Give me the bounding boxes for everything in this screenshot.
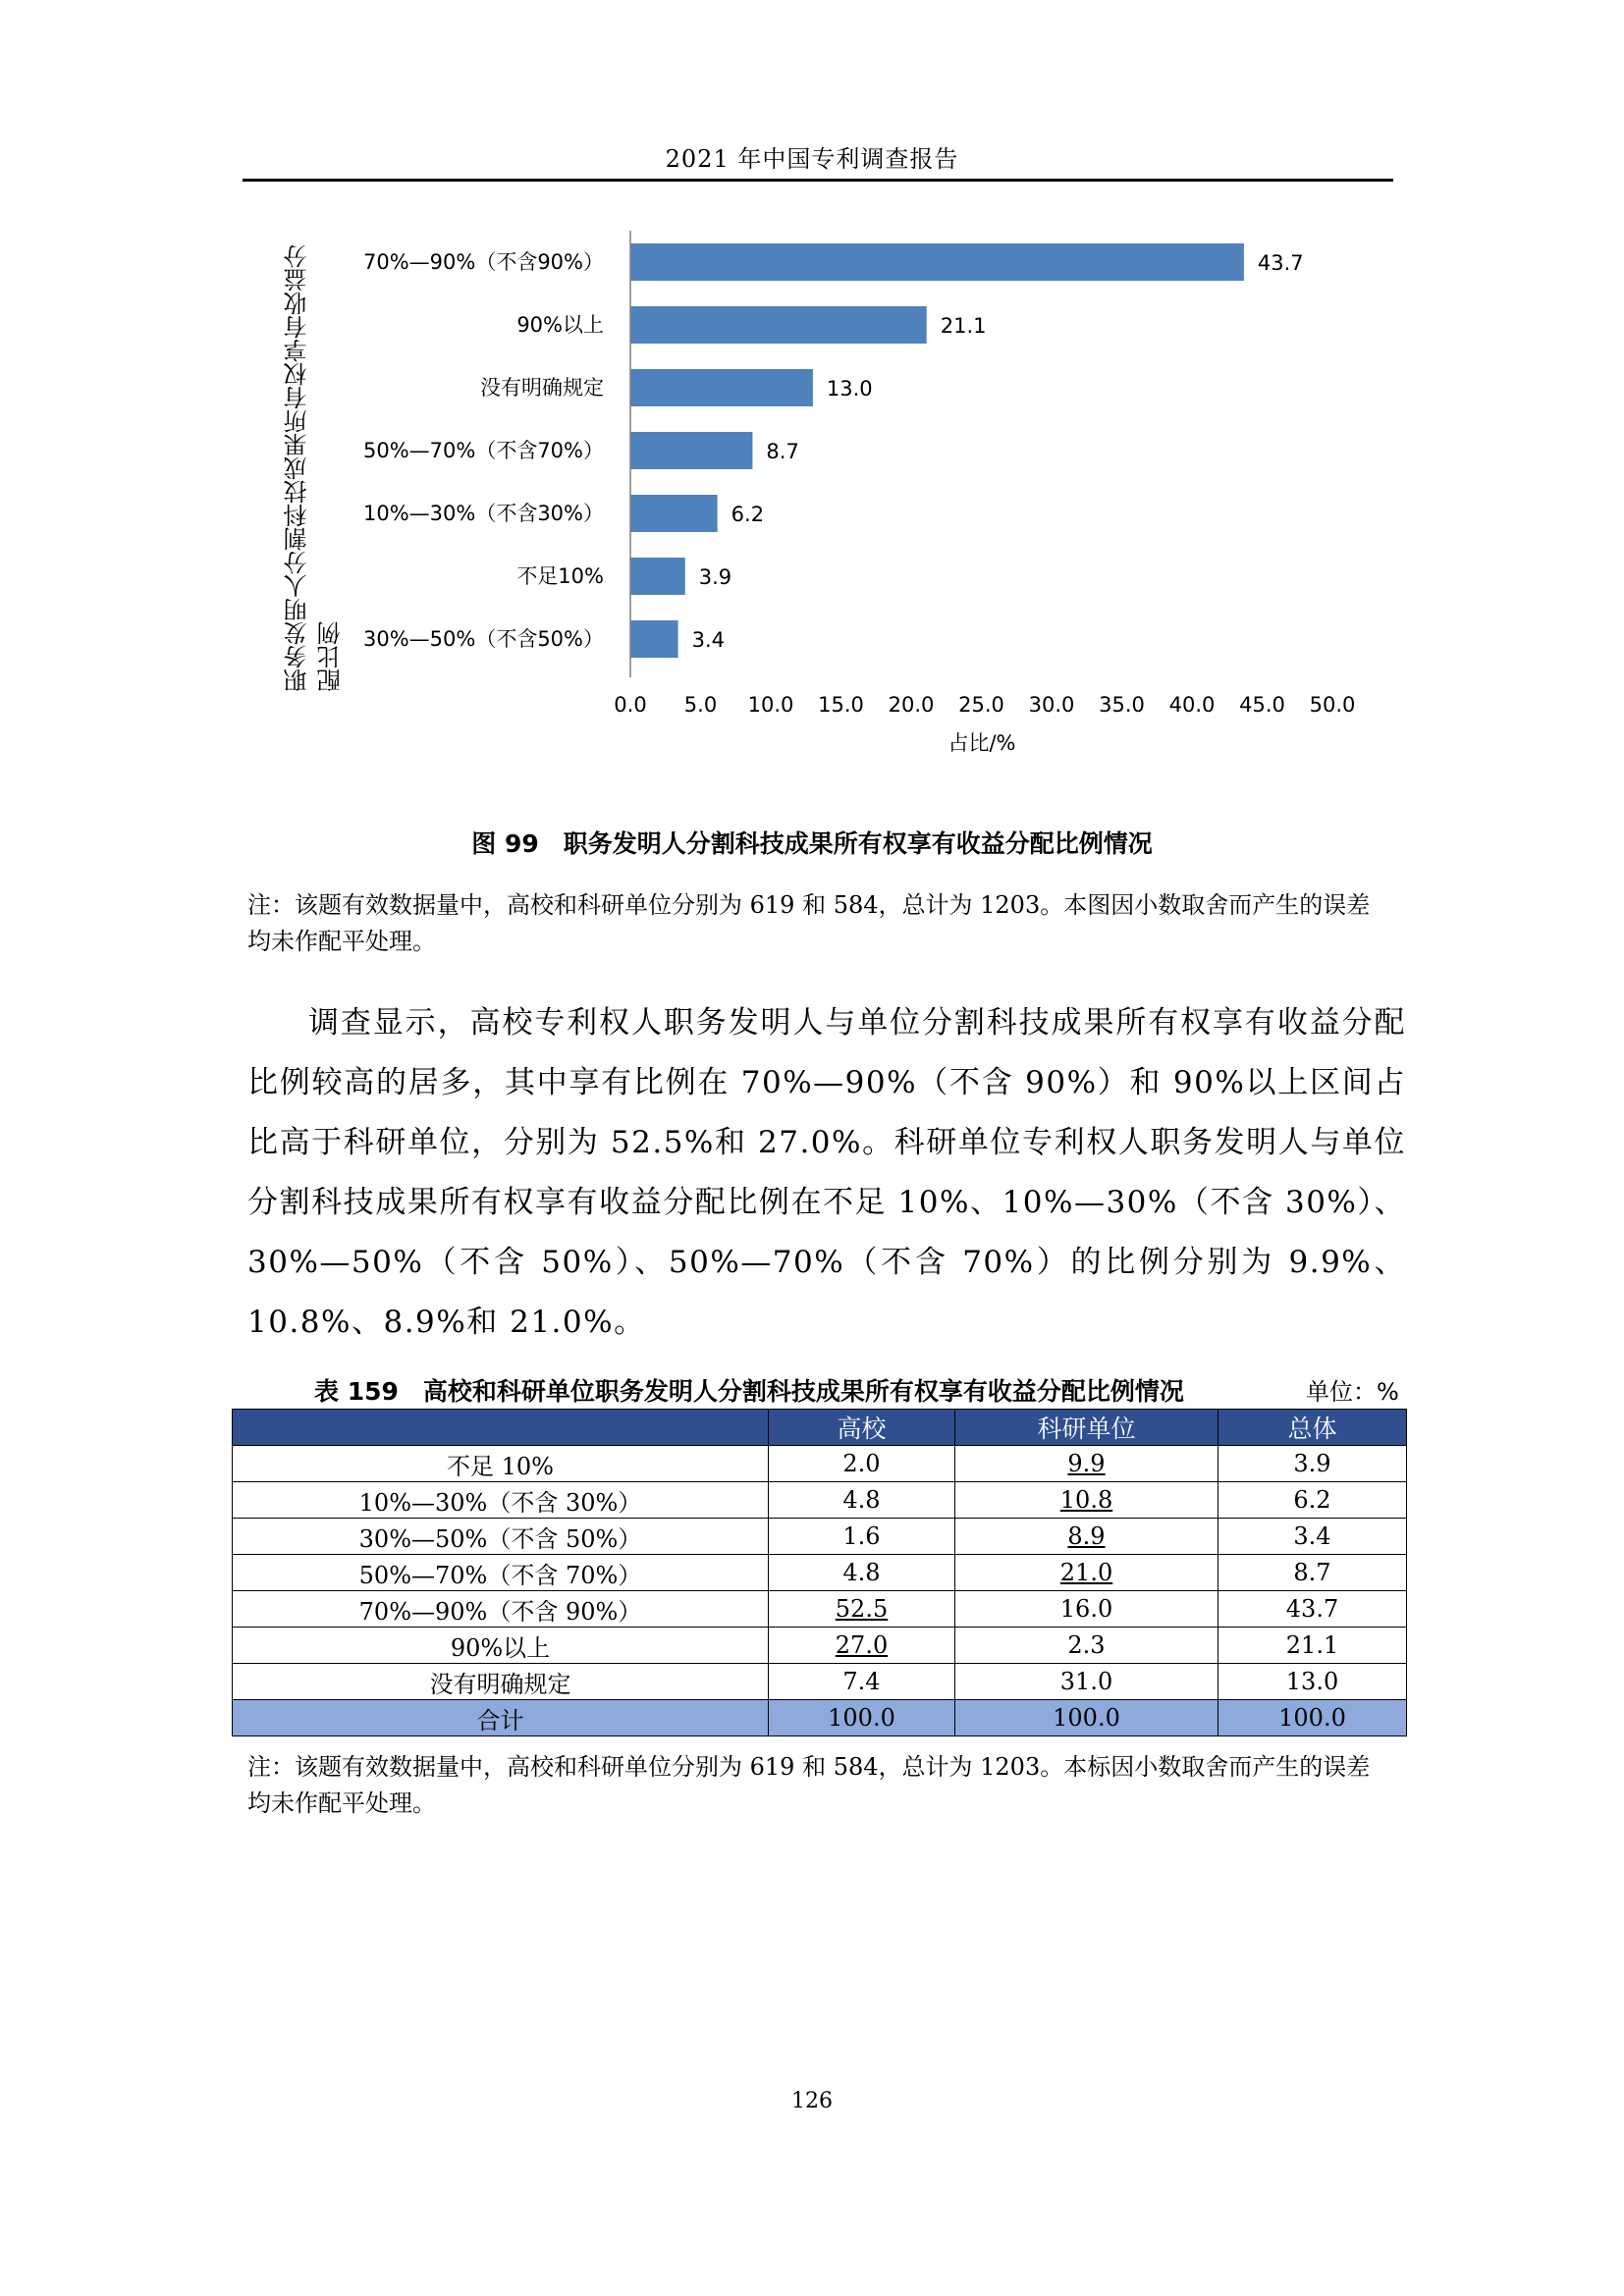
figure-caption: 图 99 职务发明人分割科技成果所有权享有收益分配比例情况 — [471, 829, 1153, 858]
table-cell — [769, 1591, 955, 1628]
table-cell — [769, 1519, 955, 1555]
x-tick-label: 40.0 — [1168, 693, 1216, 717]
table-row — [233, 1628, 1407, 1664]
cell-value: 3.4 — [1293, 1522, 1331, 1550]
table-cell — [769, 1482, 955, 1519]
table-cell — [769, 1555, 955, 1591]
data-label: 21.1 — [940, 314, 987, 338]
x-tick-label: 35.0 — [1099, 693, 1145, 717]
table-unit: 单位：% — [1306, 1378, 1399, 1406]
table-cell — [955, 1555, 1218, 1591]
total-cell: 100.0 — [1218, 1700, 1407, 1736]
table-row — [233, 1519, 1407, 1555]
bar — [630, 369, 813, 406]
category-label: 90%以上 — [516, 313, 604, 337]
x-tick-label: 15.0 — [818, 693, 864, 717]
table-cell — [769, 1664, 955, 1700]
bar — [630, 306, 927, 344]
figure-note: 注：该题有效数据量中，高校和科研单位分别为 619 和 584，总计为 1203。本图因小数取舍而产生的误差均未作配平处理。 — [247, 891, 1371, 955]
row-label: 10%—30%（不含 30%） — [233, 1482, 769, 1519]
y-axis-label: 职务发明人分割科技成果所有权享有收益分配比例 — [284, 244, 345, 692]
x-tick-label: 5.0 — [683, 693, 718, 717]
category-label: 30%—50%（不含50%） — [362, 627, 604, 651]
table-total-row — [233, 1700, 1407, 1736]
data-label: 8.7 — [766, 440, 799, 463]
cell-value: 10.8 — [1059, 1486, 1113, 1514]
total-label: 合计 — [233, 1700, 769, 1736]
table-cell — [1218, 1482, 1407, 1519]
table-cell — [955, 1482, 1218, 1519]
bar — [630, 558, 685, 595]
table-header-row — [233, 1410, 1407, 1446]
data-label: 6.2 — [731, 503, 765, 526]
cell-value: 4.8 — [842, 1486, 881, 1514]
header-cell-label — [233, 1410, 769, 1446]
table-cell — [1218, 1664, 1407, 1700]
data-label: 3.4 — [691, 628, 726, 652]
row-label: 90%以上 — [233, 1628, 769, 1664]
category-label: 没有明确规定 — [480, 376, 604, 400]
header-cell-overall: 总体 — [1218, 1410, 1407, 1446]
table-row — [233, 1482, 1407, 1519]
table-cell — [769, 1628, 955, 1664]
table-note: 注：该题有效数据量中，高校和科研单位分别为 619 和 584，总计为 1203。本标因小数取舍而产生的误差均未作配平处理。 — [247, 1753, 1371, 1817]
cell-value: 13.0 — [1285, 1668, 1339, 1695]
table-body — [233, 1446, 1407, 1736]
table-cell — [1218, 1555, 1407, 1591]
x-tick-label: 30.0 — [1028, 693, 1075, 717]
cell-value: 21.1 — [1285, 1631, 1339, 1659]
cell-value: 21.0 — [1059, 1559, 1113, 1586]
x-axis-label: 占比/% — [947, 731, 1016, 755]
cell-value: 4.8 — [842, 1559, 881, 1586]
cell-value: 2.3 — [1067, 1631, 1106, 1659]
x-tick-label: 45.0 — [1239, 693, 1285, 717]
table-cell — [955, 1446, 1218, 1482]
x-tick-label: 25.0 — [958, 693, 1004, 717]
data-label: 43.7 — [1257, 251, 1304, 275]
bar — [630, 243, 1244, 281]
table-row — [233, 1664, 1407, 1700]
cell-value: 6.2 — [1293, 1486, 1331, 1514]
bars-layer — [363, 243, 1304, 658]
bar — [630, 495, 718, 532]
row-label: 70%—90%（不含 90%） — [233, 1591, 769, 1628]
row-label: 30%—50%（不含 50%） — [233, 1519, 769, 1555]
x-tick-label: 20.0 — [888, 693, 935, 717]
cell-value: 8.9 — [1067, 1522, 1106, 1550]
x-tick-label: 0.0 — [614, 693, 647, 717]
bar — [630, 620, 678, 658]
category-label: 10%—30%（不含30%） — [362, 502, 604, 525]
cell-value: 43.7 — [1285, 1595, 1339, 1623]
header-cell-universities: 高校 — [769, 1410, 955, 1446]
total-cell: 100.0 — [955, 1700, 1218, 1736]
table-row — [233, 1446, 1407, 1482]
data-label: 13.0 — [826, 377, 873, 400]
cell-value: 52.5 — [835, 1595, 889, 1623]
cell-value: 2.0 — [842, 1450, 881, 1477]
table-row — [233, 1555, 1407, 1591]
header-cell-research-institutes: 科研单位 — [955, 1410, 1218, 1446]
data-table — [232, 1409, 1407, 1736]
table-cell — [1218, 1446, 1407, 1482]
cell-value: 1.6 — [842, 1522, 881, 1550]
total-cell: 100.0 — [769, 1700, 955, 1736]
body-paragraph: 调查显示，高校专利权人职务发明人与单位分割科技成果所有权享有收益分配比例较高的居多，其中享有比例在 70%—90%（不含 90%）和 90%以上区间占比高于科研单位，分别为 52.5%和 27.0%。科研单位专利权人职务发明人与单位分割科技成果所有权享有收益分配比例在不足 10%、10%—30%（不含 30%）、30%—50%（不含 50%）、50%—70%（不含 70%）的比例分别为 9.9%、10.8%、8.9%和 21.0%。 — [247, 1005, 1406, 1340]
bar-chart — [0, 0, 1624, 785]
table-row — [233, 1591, 1407, 1628]
table-cell — [955, 1664, 1218, 1700]
row-label: 没有明确规定 — [233, 1664, 769, 1700]
cell-value: 7.4 — [842, 1668, 881, 1695]
table-cell — [955, 1628, 1218, 1664]
cell-value: 27.0 — [835, 1631, 889, 1659]
table-cell — [1218, 1591, 1407, 1628]
bar — [630, 432, 752, 469]
table-cell — [955, 1519, 1218, 1555]
table-cell — [955, 1591, 1218, 1628]
row-label: 不足 10% — [233, 1446, 769, 1482]
running-header: 2021 年中国专利调查报告 — [665, 145, 959, 173]
table-cell — [769, 1446, 955, 1482]
table-cell — [1218, 1519, 1407, 1555]
cell-value: 3.9 — [1293, 1450, 1331, 1477]
row-label: 50%—70%（不含 70%） — [233, 1555, 769, 1591]
cell-value: 9.9 — [1067, 1450, 1106, 1477]
category-label: 50%—70%（不含70%） — [362, 439, 604, 462]
cell-value: 16.0 — [1059, 1595, 1113, 1623]
x-tick-label: 50.0 — [1309, 693, 1356, 717]
cell-value: 8.7 — [1293, 1559, 1331, 1586]
table-cell — [1218, 1628, 1407, 1664]
category-label: 70%—90%（不含90%） — [362, 250, 604, 274]
data-label: 3.9 — [698, 565, 732, 589]
table-caption: 表 159 高校和科研单位职务发明人分割科技成果所有权享有收益分配比例情况 — [314, 1377, 1184, 1406]
x-tick-labels — [614, 693, 1355, 717]
page-number: 126 — [791, 2089, 833, 2113]
category-label: 不足10% — [516, 564, 604, 588]
x-tick-label: 10.0 — [747, 693, 794, 717]
cell-value: 31.0 — [1059, 1668, 1113, 1695]
